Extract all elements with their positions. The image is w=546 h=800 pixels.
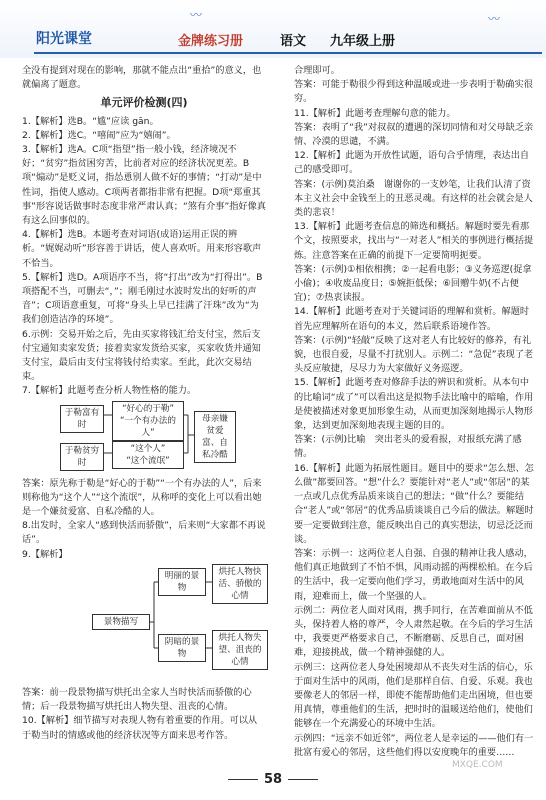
answer-9: 答案：前一段景物描写烘托出全家人当时快活而骄傲的心情；后一段景物描写烘托出人物失望、沮丧的心情。 xyxy=(22,686,252,713)
diagram-box-mother: 母亲嫌贫爱富、自私冷酷 xyxy=(194,411,236,463)
right-line-8: 答案：(示例)①相依相携；②一起看电影；③义务巡逻(捉拿小偷)；④收废品度日；⑤婉拒低保；⑥回赠牛奶(不占便宜)；⑦热衷读报。 xyxy=(294,263,532,304)
item-6: 6.示例：交易开始之后，先由买家将钱汇给支付宝，然后支付宝通知卖家发货；接着卖家发货给买家，买家收货并通知支付宝，最后由支付宝将钱付给卖家。至此，此次交易结束。 xyxy=(22,328,261,383)
right-line-9: 14.【解析】此题考查对于关键词语的理解和赏析。解题时首先应理解所在语句的本义，然后联系语境作答。 xyxy=(294,306,530,332)
diagram-box-rich: 于勒富有时 xyxy=(60,405,104,433)
bird-icon: 〰 xyxy=(488,12,501,26)
right-line-12: 答案：(示例)比喻 突出老头的爱看报，对报纸充满了感情。 xyxy=(294,434,522,460)
right-line-14: 答案：示例一：这两位老人自强、自强的精神让我人感动，他们真正地做到了不怕不惧，风雨动摇的两棵松柏。在今后的生活中，我一定要向他们学习，勇敢地面对生活中的风雨，迎难而上，做一个坚强的人。 xyxy=(294,547,533,602)
diagram-box-poor: 于勒贫穷时 xyxy=(60,443,104,471)
right-line-16: 示例三：这两位老人身处困境却从不丧失对生活的信心，乐于面对生活中的风雨，他们是那样自信、自爱、乐观。我也要像老人的邻居一样，即使不能帮助他们走出困境，但也要用真情，尊重他们的生活，把时时的温暖送给他们，使他们能够在一个充满爱心的环境中生活。 xyxy=(294,661,533,730)
diagram-connectors xyxy=(22,401,266,475)
left-column xyxy=(22,64,266,743)
watermark-logo: MXQE.COM xyxy=(452,760,503,770)
right-line-17: 示例四：“远亲不如近邻”，两位老人是幸运的——他们有一批富有爱心的邻居，这些他们得以安度晚年的重要…… xyxy=(294,732,534,758)
diagram-dark-scene: 阴暗的景物 xyxy=(158,634,206,662)
section-title: 单元评价检测(四) xyxy=(100,96,188,110)
item-5: 5.【解析】选D。A项语序不当，将“打出”改为“打得出”。B项搭配不当，可删去“，”；刚毛刚过水波时发出的好听的声音”；C项语意重复，可将“身头上早已挂满了汗珠”改为“为我们创造洁净的环境”。 xyxy=(22,271,263,326)
item-9: 9.【解析】 xyxy=(22,548,68,560)
right-line-15: 示例二：两位老人面对风雨，携手同行，在苦难面前从不低头，保持着人格的尊严，令人肃然起敬。在今后的学习生活中，我要更严格要求自己，不断磨砺、反思自己，面对困难，迎接挑战，做一个精神强健的人。 xyxy=(294,604,533,659)
diagram-bright-scene: 明丽的景物 xyxy=(158,568,206,596)
diagram-bright-mood: 烘托人物快活、骄傲的心情 xyxy=(212,564,268,604)
bird-icon: 〰 xyxy=(190,8,203,22)
item-3: 3.【解析】选A。C项“指望”指一般小钱，经济境况不好；“贫穷”指贫困穷苦，比前者对应的经济状况更差。B项“煽动”是贬义词，指怂恿别人做不好的事情；“打动”是中性词，指使人感动。C项两者都指非常有把握。D项“郑重其事”形容说话做事时态度非常严肃认真；“煞有介事”指好像真有这么回事似的。 xyxy=(22,144,266,227)
logo-title: 阳光课堂 xyxy=(36,31,92,47)
right-line-3: 11.【解析】此题考查理解句意的能力。 xyxy=(294,107,456,119)
right-line-5: 12.【解析】此题为开放性试题，语句合乎情理，表达出自己的感受即可。 xyxy=(294,150,530,176)
scenery-diagram xyxy=(22,564,266,684)
right-line-13: 16.【解析】此题为拓展性题目。题目中的要求“怎么想、怎么做”都要回答。“想”什么？要能针对“老人”或“邻居”的某一点或几点优秀品质来谈自己的想法；“做”什么？要能结合“老人”或“邻居”的优秀品质谈谈自己今后的做法。解题时要一定要做到注意，能反映出自己的真实想法，切忌泛泛而谈。 xyxy=(294,462,534,545)
diagram2-connectors xyxy=(22,564,266,684)
page-header xyxy=(0,0,546,58)
grade-label: 九年级上册 xyxy=(330,34,396,49)
right-column xyxy=(294,64,538,760)
diagram-box-poor-name: “这个人” “这个流氓” xyxy=(112,441,184,469)
diagram-box-rich-name: “好心的于勒” “一个有办法的人” xyxy=(112,401,184,441)
item-2: 2.【解析】选C。“嘻闹”应为“嬉闹”。 xyxy=(22,129,176,141)
diagram-root: 景物描写 xyxy=(92,614,150,630)
right-line-10: 答案：(示例)“轻敲”反映了这对老人有比较好的修养，有礼貌，也很自爱，尽量不打扰别人。示例二：“急促”表现了老头反应敏捷，尽尽力为大家做好义务巡逻。 xyxy=(294,334,534,375)
intro-text: 全没有提到对现在的影响，那就不能点出“重拾”的意义，也就偏离了题意。 xyxy=(22,65,262,91)
item-10: 10.【解析】细节描写对表现人物有着重要的作用。可以从于勒当时的情感或他的经济状况等方面来思考作答。 xyxy=(22,715,258,741)
answer-7: 答案：原先称于勒是“好心的于勒”“一个有办法的人”，后来则称他为“这个人”“这个流氓”，从称呼的变化上可以看出她是一个嫌贫爱富、自私冷酷的人。 xyxy=(22,477,262,518)
diagram-dark-mood: 烘托人物失望、沮丧的心情 xyxy=(212,630,268,670)
right-line-11: 15.【解析】此题考查对修辞手法的辨识和赏析。从本句中的比喻词“成了”可以看出这是拟物手法比喻中的暗喻，作用是使被描述对象更加形象生动，从而更加深刻地揭示人物形象，达到更加深刻地表现主题的目的。 xyxy=(294,377,534,432)
item-4: 4.【解析】选B。本题考查对词语(成语)运用正误的辨析。“娓娓动听”形容善于讲话，使人喜欢听。用来形容歌声不恰当。 xyxy=(22,229,262,269)
subject-label: 语文 xyxy=(280,34,307,49)
right-line-1: 合理即可。 xyxy=(294,65,340,76)
right-line-2: 答案：可能于勒很少得到这种温暖或进一步表明于勒确实很穷。 xyxy=(294,79,533,105)
item-1: 1.【解析】选B。“尴”应读 gān。 xyxy=(22,115,159,127)
item-7: 7.【解析】此题考查分析人物性格的能力。 xyxy=(22,385,197,397)
page-number: 58 xyxy=(0,772,546,787)
item-8: 8.出发时，全家人“感到快活而骄傲”，后来则“大家都不再说话”。 xyxy=(22,520,266,546)
character-diagram xyxy=(22,401,266,475)
right-line-7: 13.【解析】此题考查信息的筛选和概括。解题时要先看那个文，按照要求，找出与“一对老人”相关的事例进行概括提炼。注意答案在正确的前提下一定要简明扼要。 xyxy=(294,221,534,261)
series-title: 金牌练习册 xyxy=(178,34,244,49)
right-line-4: 答案：表明了“我”对叔叔的遭遇的深切同情和对父母缺乏亲情、冷漠的思谴，不满。 xyxy=(294,121,534,148)
right-line-6: 答案：(示例)莫泊桑 谢谢你的一支妙笔，让我们认清了资本主义社会中金钱至上的丑恶灵魂。有这样的社会就会是人类的悲哀！ xyxy=(294,178,533,219)
